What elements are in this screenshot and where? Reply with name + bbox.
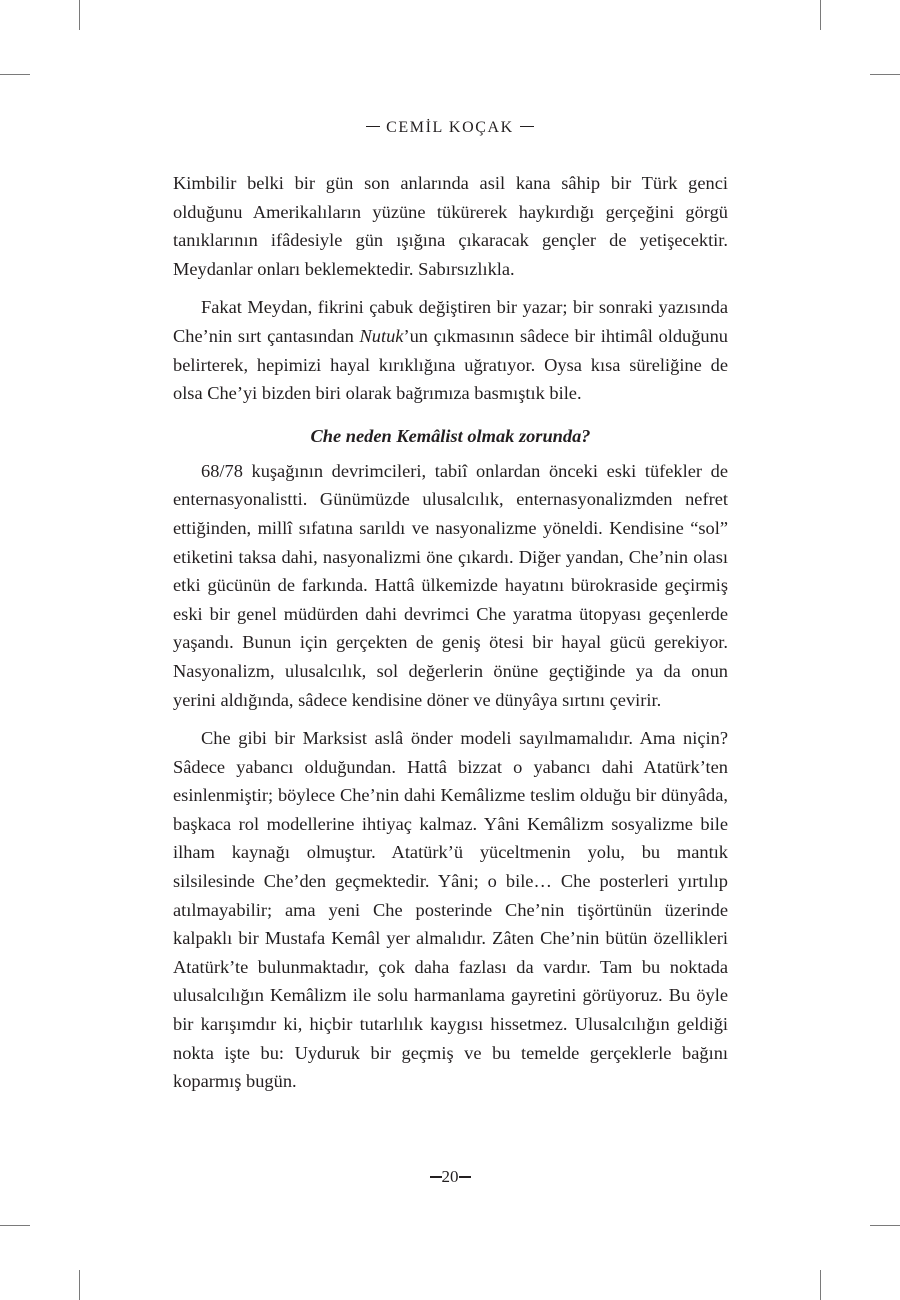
body-text	[173, 169, 728, 1096]
paragraph-2: Fakat Meydan, fikrini çabuk değiştiren bir yazar; bir sonraki yazısında Che’nin sırt çantasından Nutuk’un çıkmasının sâdece bir ihtimâl olduğunu belirterek, hepimizi hayal kırıklığına uğratıyor. Oysa kısa süreliğine de olsa Che’yi bizden biri olarak bağrımıza basmıştık bile.	[173, 297, 728, 404]
section-heading: Che neden Kemâlist olmak zorunda?	[310, 425, 591, 446]
crop-mark	[820, 1270, 821, 1300]
crop-mark	[0, 1225, 30, 1226]
page-number-value: 20	[441, 1167, 459, 1186]
running-head-author: CEMİL KOÇAK	[386, 119, 514, 136]
dash-right	[520, 126, 534, 127]
running-head	[0, 119, 900, 137]
dash-left	[366, 126, 380, 127]
dash-left	[430, 1176, 442, 1177]
page-number	[0, 1167, 900, 1187]
crop-mark	[79, 1270, 80, 1300]
paragraph-4: Che gibi bir Marksist aslâ önder modeli sayılmamalıdır. Ama niçin? Sâdece yabancı olduğundan. Hattâ bizzat o yabancı dahi Atatürk’ten esinlenmiştir; böylece Che’nin dahi Kemâlizme teslim olduğu bir dünyâda, başkaca rol modellerine ihtiyaç kalmaz. Yâni Kemâlizm sosyalizme bile ilham kaynağı olmuştur. Atatürk’ü yüceltmenin yolu, bu mantık silsilesinde Che’den geçmektedir. Yâni; o bile… Che posterleri yırtılıp atılmayabilir; ama yeni Che posterinde Che’nin tişörtünün üzerinde kalpaklı bir Mustafa Kemâl yer almalıdır. Zâten Che’nin bütün özellikleri Atatürk’te bulunmaktadır, çok daha fazlası da vardır. Tam bu noktada ulusalcılığın Kemâlizm ile solu harmanlama gayretini görüyoruz. Bu öyle bir karışımdır ki, hiçbir tutarlılık kaygısı hissetmez. Ulusalcılığın geldiği nokta işte bu: Uyduruk bir geçmiş ve bu temelde gerçeklerle bağını koparmış bugün.	[173, 728, 728, 1092]
crop-mark	[79, 0, 80, 30]
crop-mark	[0, 74, 30, 75]
paragraph-1: Kimbilir belki bir gün son anlarında asil kana sâhip bir Türk genci olduğunu Amerikalıların yüzüne tükürerek haykırdığı gerçeğini görgü tanıklarının ifâdesiyle gün ışığına çıkaracak gençler de yetişecektir. Meydanlar onları beklemektedir. Sabırsızlıkla.	[173, 173, 728, 279]
book-title-nutuk: Nutuk	[359, 325, 404, 346]
crop-mark	[870, 74, 900, 75]
paragraph-3: 68/78 kuşağının devrimcileri, tabiî onlardan önceki eski tüfekler de enternasyonalistti. Günümüzde ulusalcılık, enternasyonalizmden nefret ettiğinden, millî sıfatına sarıldı ve nasyonalizme yöneldi. Kendisine “sol” etiketini taksa dahi, nasyonalizmi öne çıkardı. Diğer yandan, Che’nin olası etki gücünün de farkında. Hattâ ülkemizde hayatını bürokraside geçirmiş eski bir genel müdürden dahi devrimci Che yaratma ütopyası geçenlerde yaşandı. Bunun için gerçekten de geniş ötesi bir hayal gücü gerekiyor. Nasyonalizm, ulusalcılık, sol değerlerin önüne geçtiğinde ya da onun yerini aldığında, sâdece kendisine döner ve dünyâya sırtını çevirir.	[173, 460, 728, 710]
dash-right	[459, 1176, 471, 1177]
crop-mark	[820, 0, 821, 30]
crop-mark	[870, 1225, 900, 1226]
